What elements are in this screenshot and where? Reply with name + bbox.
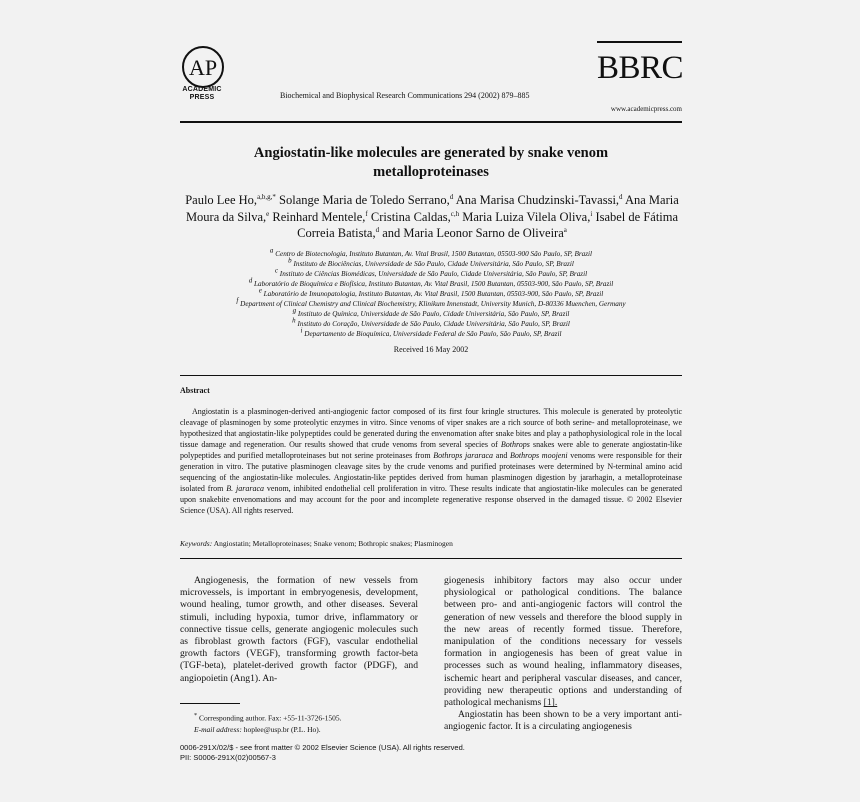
affiliation-item <box>180 296 682 309</box>
abstract-heading: Abstract <box>180 386 210 395</box>
affiliation-text: Instituto de Química, Universidade de São Paulo, Cidade Universitária, São Paulo, SP, Brazil <box>297 310 570 318</box>
article-title: Angiostatin-like molecules are generated by snake venom metalloproteinases <box>253 145 609 180</box>
copyright-line: 0006-291X/02/$ - see front matter © 2002 Elsevier Science (USA). All rights reserved. <box>180 743 465 752</box>
affiliation-item <box>180 316 682 329</box>
affiliation-mark: i <box>300 326 303 335</box>
footnote: * Corresponding author. Fax: +55-11-3726-1505. E-mail address: hoplee@usp.br (P.L. Ho). <box>194 712 342 734</box>
abstract-text: Angiostatin is a plasminogen-derived anti-angiogenic factor composed of its first four kringle structures. This molecule is generated by proteolytic cleavage of plasminogen by some proteolytic enzymes in vitro. Since venoms of viper snakes are a rich source of both serine- and metalloproteinase, we hypothesized that angiostatin-like polypeptides could be generated during the envenomation after snake bites and play a pathophysiological role in the local tissue damage and regeneration. Our results showed that crude venoms from several species of Bothrops snakes were able to generate angiostatin-like polypeptides and purified metalloproteinases but not serine proteinases from Bothrops jararaca and Bothrops moojeni venoms were responsible for their generation in vitro. The putative plasminogen cleavage sites by the crude venoms and purified proteinases were determined by N-terminal amino acid sequencing of the angiostatin-like molecules. Angiostatin-like peptides derived from human plasminogen digestion by jararhagin, a metalloproteinase isolated from B. jararaca venom, inhibited endothelial cell proliferation in vitro. These results indicate that angiostatin-like molecules can be generated upon snakebite envenomations and may account for the poor and incomplete regenerative response observed in the damaged tissue. © 2002 Elsevier Science (USA). All rights reserved. <box>180 407 682 515</box>
author-name: Ana Marisa Chudzinski-Tavassi, <box>453 193 620 207</box>
affiliation-item <box>180 246 682 259</box>
author-name: Maria Luiza Vilela Oliva, <box>459 209 591 224</box>
pii-line: PII: S0006-291X(02)00567-3 <box>180 753 276 762</box>
affiliation-text: Instituto do Coração, Universidade de São Paulo, Cidade Universitária, São Paulo, SP, Brazil <box>297 320 570 328</box>
journal-logo: BBRC <box>597 50 684 86</box>
abstract-bottom-rule <box>180 558 682 559</box>
body-column-left: Angiogenesis, the formation of new vessels from microvessels, is important in embryogenesis, development, wound healing, tumor growth, and other diseases. Several stimuli, including hypoxia, tumor drive, inflammatory or connective tissue cells, generate angiogenic molecules such as fibroblast growth factors (FGF), vascular endothelial growth factors (VEGF), transforming growth factor-beta (TGF-beta), platelet-derived growth factor (PDGF), and angiopoietin (Ang1). An- <box>180 575 418 684</box>
affiliation-mark: f <box>236 296 239 305</box>
author-name: and Maria Leonor Sarno de Oliveira <box>379 226 564 240</box>
affiliation-item <box>180 266 682 279</box>
author-affiliation-mark: i <box>590 209 593 218</box>
abstract-top-rule <box>180 375 682 376</box>
affiliation-mark: d <box>248 276 253 285</box>
affiliation-text: Laboratório de Bioquímica e Biofísica, Instituto Butantan, Av. Vital Brasil, 1500 Butantan, 05503-900, São Paulo, SP, Brazil <box>254 280 614 288</box>
author-affiliation-mark: d <box>449 192 454 201</box>
journal-url[interactable]: www.academicpress.com <box>610 105 682 113</box>
affiliation-mark: b <box>288 256 292 265</box>
affiliation-mark: g <box>292 306 297 315</box>
author-affiliation-mark: a,b,g,* <box>257 192 276 201</box>
author-affiliation-mark: d <box>375 225 380 234</box>
journal-citation: Biochemical and Biophysical Research Communications 294 (2002) 879–885 <box>280 91 530 100</box>
affiliation-mark: c <box>274 266 278 275</box>
affiliation-text: Instituto de Ciências Biomédicas, Universidade de São Paulo, Cidade Universitária, São Paulo, SP, Brazil <box>279 270 588 278</box>
author-name: Ana Maria Moura da Silva, <box>185 193 679 224</box>
author-affiliation-mark: e <box>266 209 270 218</box>
reference-link-1[interactable]: [1]. <box>543 697 558 709</box>
author-affiliation-mark: d <box>619 192 623 201</box>
publisher-name: ACADEMIC PRESS <box>182 86 222 101</box>
affiliation-mark: h <box>292 316 296 325</box>
affiliation-item <box>180 326 682 339</box>
affiliation-mark: e <box>258 286 262 295</box>
body-column-right: giogenesis inhibitory factors may also occur under physiological or pathological conditions. The balance between pro- and anti-angiogenic factors will control the generation of new vessels and therefore the blood supply in the new areas of recently formed tissue. Therefore, manipulation of the conditions necessary for vessels formation in angiogenesis has been of great value in processes such as wound healing, inflammatory diseases, ischemic heart and peripheral vascular diseases, and cancer, providing new therapeutic options and understanding of pathological mechanisms [1]. Angiostatin has been shown to be a very important anti-angiogenic factor. It is a circulating angiogenesis <box>444 575 682 733</box>
affiliation-item <box>180 306 682 319</box>
author-affiliation-mark: f <box>365 209 368 218</box>
author-list <box>176 192 688 242</box>
copyright-block <box>180 743 682 763</box>
author-name: Isabel de Fátima Correia Batista, <box>297 209 679 240</box>
footnote-rule <box>180 703 240 704</box>
keywords-text: Angiostatin; Metalloproteinases; Snake venom; Bothropic snakes; Plasminogen <box>212 539 453 548</box>
academic-press-logo-icon <box>180 44 226 90</box>
journal-logo-rule <box>597 41 682 43</box>
header-divider <box>180 121 682 123</box>
author-affiliation-mark: c,h <box>450 209 460 218</box>
affiliation-text: Instituto de Biociências, Universidade de São Paulo, Cidade Universitária, São Paulo, SP, Brazil <box>293 260 574 268</box>
author-name: Paulo Lee Ho, <box>185 193 258 207</box>
received-date: Received 16 May 2002 <box>393 345 469 354</box>
affiliation-item <box>180 276 682 289</box>
affiliation-list <box>180 246 682 339</box>
keywords <box>180 539 682 548</box>
affiliation-item <box>180 286 682 299</box>
author-name: Solange Maria de Toledo Serrano, <box>275 193 450 207</box>
affiliation-mark: a <box>269 246 274 255</box>
author-name: Reinhard Mentele, <box>269 209 366 224</box>
author-name: Cristina Caldas, <box>367 209 451 224</box>
affiliation-text: Laboratório de Imunopatologia, Instituto Butantan, Av. Vital Brasil, 1500 Butantan, 05503-900, São Paulo, SP, Brazil <box>263 290 604 298</box>
affiliation-item <box>180 256 682 269</box>
svg-text:AP: AP <box>188 55 218 80</box>
affiliation-text: Departamento de Bioquímica, Universidade Federal de São Paulo, São Paulo, SP, Brazil <box>304 330 562 338</box>
affiliation-text: Centro de Biotecnologia, Instituto Butantan, Av. Vital Brasil, 1500 Butantan, 05503-900 São Paulo, SP, Brazil <box>275 250 593 258</box>
affiliation-text: Department of Clinical Chemistry and Clinical Biochemistry, Klinikum Innenstadt, University Munich, D-80336 Muenchen, Germany <box>240 300 626 308</box>
keywords-label: Keywords: <box>180 539 213 548</box>
author-affiliation-mark: a <box>563 225 567 234</box>
